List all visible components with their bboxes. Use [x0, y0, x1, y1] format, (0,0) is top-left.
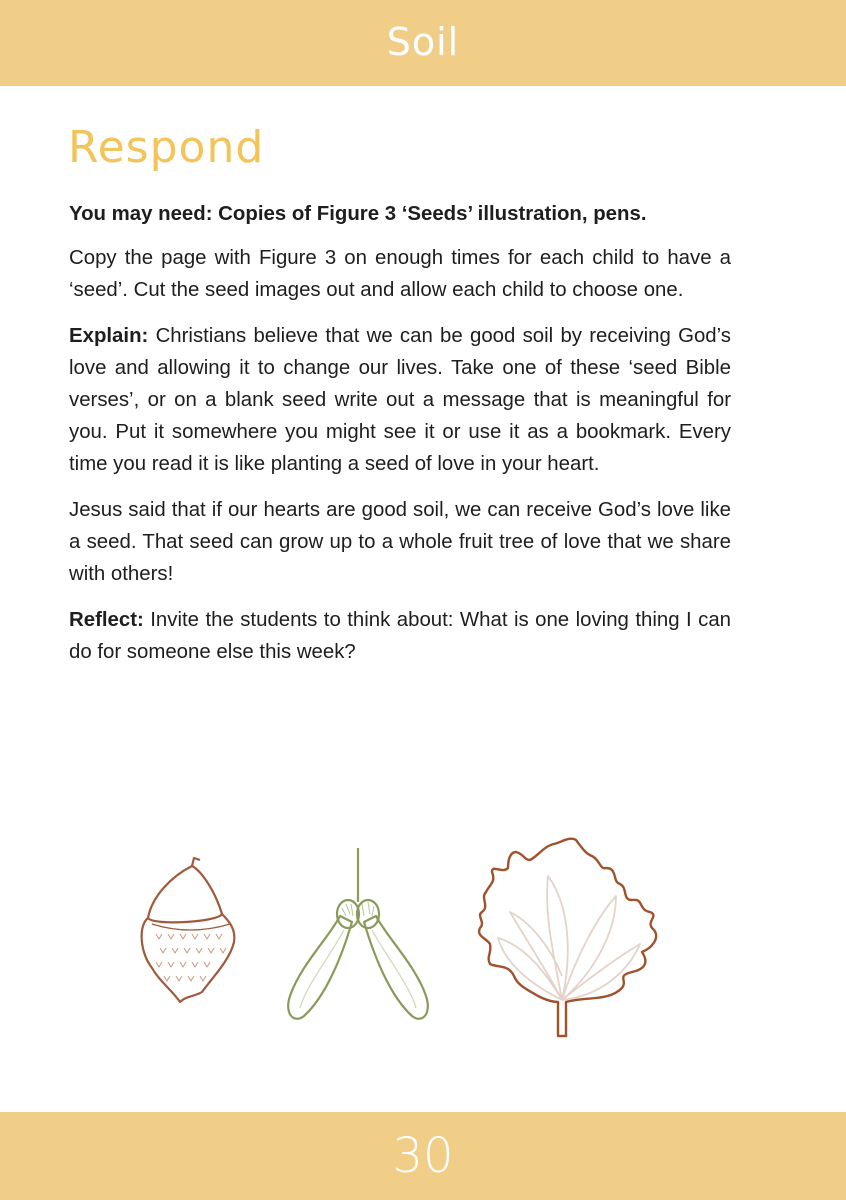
seed-illustrations	[130, 826, 670, 1046]
reflect-label: Reflect:	[69, 609, 144, 631]
needs-line: You may need: Copies of Figure 3 ‘Seeds’ illustration, pens.	[69, 203, 647, 225]
sycamore-seed-icon	[288, 848, 428, 1019]
jesus-paragraph: Jesus said that if our hearts are good soil, we can receive God’s love like a seed. That seed can grow up to a whole fruit tree of love that we share with others!	[69, 499, 731, 585]
reflect-text: Invite the students to think about: What is one loving thing I can do for someone else this week?	[69, 609, 731, 663]
explain-text: Christians believe that we can be good soil by receiving God’s love and allowing it to change our lives. Take one of these ‘seed Bible verses’, or on a blank seed write out a message that is meaningful for you. Put it somewhere you might see it or use it as a bookmark. Every time you read it is like planting a seed of love in your heart.	[69, 325, 731, 475]
leaf-icon	[479, 839, 656, 1036]
reflect-paragraph	[69, 604, 731, 668]
header-title: Soil	[386, 20, 460, 64]
explain-paragraph	[69, 320, 731, 480]
footer-band	[0, 1112, 846, 1200]
page-number: 30	[392, 1128, 454, 1184]
acorn-icon	[142, 858, 235, 1002]
copy-instructions: Copy the page with Figure 3 on enough times for each child to have a ‘seed’. Cut the seed images out and allow each child to choose one.	[69, 247, 731, 301]
header-band	[0, 0, 846, 86]
section-heading: Respond	[68, 122, 265, 173]
body-text	[69, 198, 731, 682]
explain-label: Explain:	[69, 325, 149, 347]
